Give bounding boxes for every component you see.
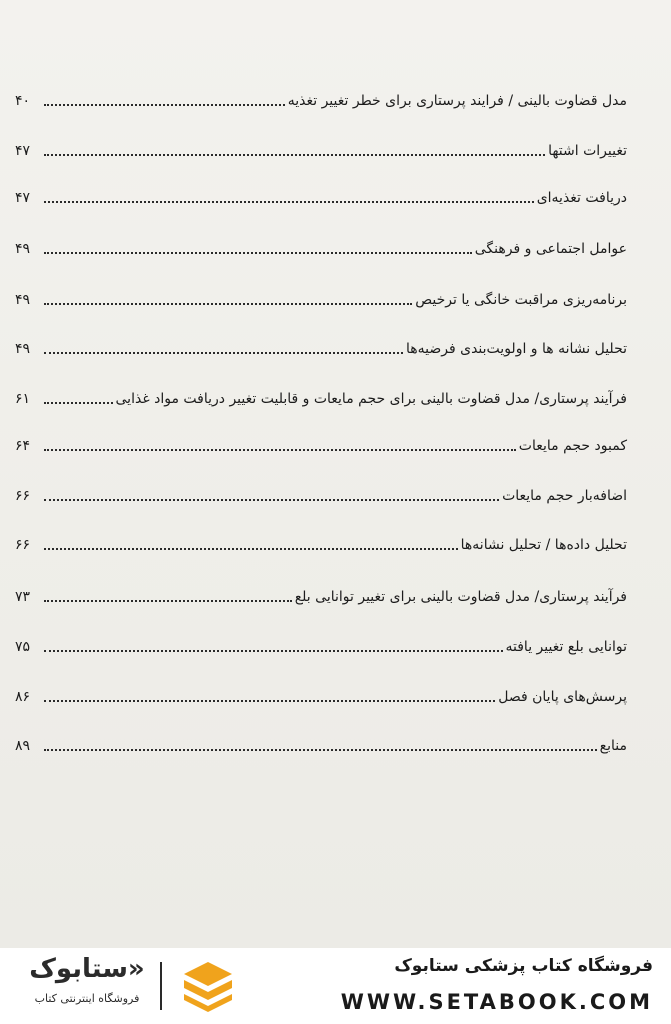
toc-entry: [15, 236, 627, 258]
logo-subtitle: فروشگاه اینترنتی کتاب: [34, 992, 140, 1005]
toc-entry-title: فرآیند پرستاری/ مدل قضاوت بالینی برای حجم مایعات و قابلیت تغییر دریافت مواد غذایی: [115, 391, 627, 407]
toc-dot-leader: [44, 700, 495, 702]
toc-entry-title: عوامل اجتماعی و فرهنگی: [474, 241, 627, 257]
toc-page-number: ۸۶: [15, 689, 31, 705]
toc-page-number: ۸۹: [15, 738, 31, 754]
store-footer: [0, 948, 671, 1024]
toc-entry: [15, 138, 627, 160]
toc-dot-leader: [44, 600, 292, 602]
toc-page-number: ۴۹: [15, 292, 31, 308]
toc-dot-leader: [44, 352, 403, 354]
toc-page-number: ۴۹: [15, 241, 31, 257]
toc-entry: [15, 483, 627, 505]
toc-page-number: ۷۳: [15, 589, 31, 605]
toc-dot-leader: [44, 201, 534, 203]
toc-entry: [15, 634, 627, 656]
toc-page-number: ۴۰: [15, 93, 31, 109]
toc-entry-title: کمبود حجم مایعات: [518, 438, 627, 454]
toc-page-number: ۷۵: [15, 639, 31, 655]
toc-entry-title: برنامه‌ریزی مراقبت خانگی یا ترخیص: [415, 292, 627, 308]
toc-dot-leader: [44, 252, 472, 254]
toc-dot-leader: [44, 499, 499, 501]
toc-dot-leader: [44, 154, 545, 156]
toc-dot-leader: [44, 449, 516, 451]
toc-entry: [15, 584, 627, 606]
toc-entry: [15, 185, 627, 207]
toc-page-number: ۴۷: [15, 143, 31, 159]
toc-entry: [15, 433, 627, 455]
toc-entry-title: اضافه‌بار حجم مایعات: [502, 488, 627, 504]
toc-entry-title: توانایی بلع تغییر یافته: [505, 639, 627, 655]
toc-entry-title: منابع: [599, 738, 627, 754]
logo-wordmark: «ستابوک: [29, 954, 145, 984]
toc-dot-leader: [44, 650, 503, 652]
toc-page-number: ۶۶: [15, 488, 31, 504]
toc-dot-leader: [44, 104, 285, 106]
toc-entry: [15, 532, 627, 554]
toc-page-number: ۶۱: [15, 391, 31, 407]
toc-entry: [15, 684, 627, 706]
toc-entry-title: مدل قضاوت بالینی / فرایند پرستاری برای خطر تغییر تغذیه: [287, 93, 627, 109]
toc-page-number: ۴۹: [15, 341, 31, 357]
toc-entry: [15, 386, 627, 408]
toc-page-number: ۶۶: [15, 537, 31, 553]
setabook-logo-icon: [180, 958, 236, 1014]
toc-dot-leader: [44, 749, 597, 751]
toc-entry-title: فرآیند پرستاری/ مدل قضاوت بالینی برای تغییر توانایی بلع: [294, 589, 627, 605]
store-url[interactable]: WWW.SETABOOK.COM: [340, 990, 653, 1014]
toc-page-number: ۶۴: [15, 438, 31, 454]
toc-entry: [15, 88, 627, 110]
toc-entry: [15, 733, 627, 755]
toc-dot-leader: [44, 402, 113, 404]
toc-page-number: ۴۷: [15, 190, 31, 206]
toc-entry: [15, 336, 627, 358]
store-name: فروشگاه کتاب پزشکی ستابوک: [394, 956, 653, 976]
toc-entry-title: پرسش‌های پایان فصل: [498, 689, 627, 705]
toc-entry-title: تحلیل داده‌ها / تحلیل نشانه‌ها: [460, 537, 627, 553]
logo-divider: [160, 962, 162, 1010]
toc-entry: [15, 287, 627, 309]
toc-entry-title: دریافت تغذیه‌ای: [536, 190, 627, 206]
toc-entry-title: تغییرات اشتها: [548, 143, 627, 159]
toc-dot-leader: [44, 303, 412, 305]
toc-dot-leader: [44, 548, 458, 550]
toc-entry-title: تحلیل نشانه ها و اولویت‌بندی فرضیه‌ها: [405, 341, 627, 357]
